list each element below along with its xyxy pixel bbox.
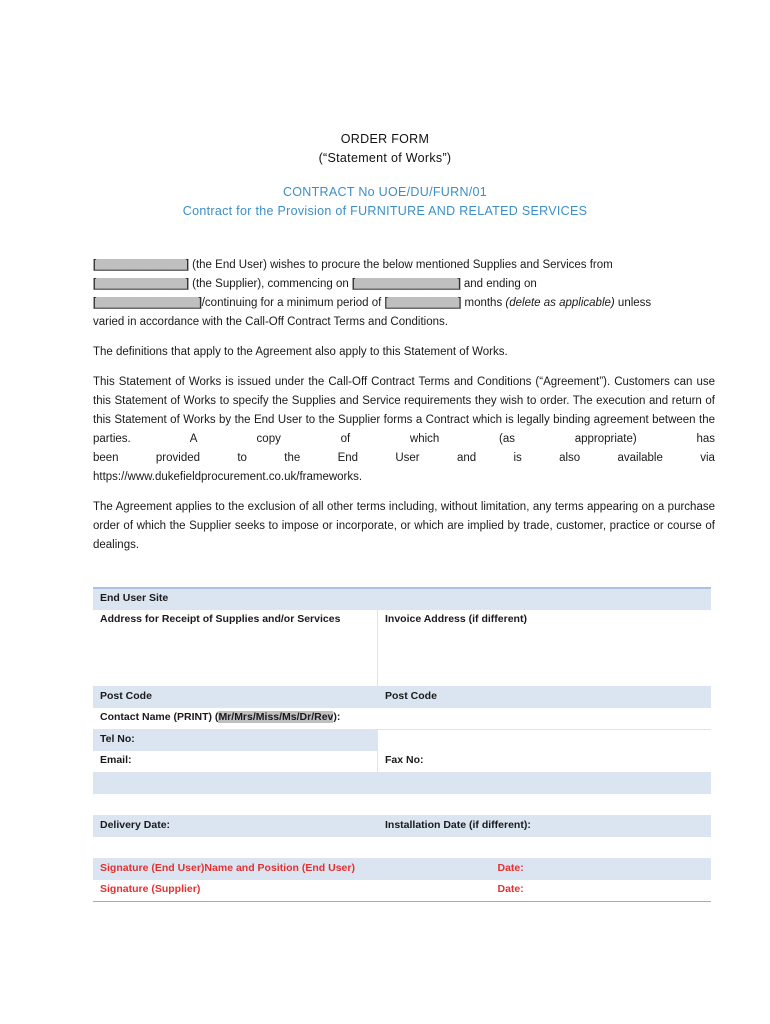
fax-field[interactable]: Fax No:: [378, 751, 712, 773]
agreement-paragraph: The Agreement applies to the exclusion of all other terms including, without limitation, any terms appearing on a purchase order of which the Supplier seeks to impose or incorporate, or which are implied by trade, customer, practice or course of dealings.: [93, 501, 715, 551]
signature-supplier-field[interactable]: Signature (Supplier): [93, 880, 378, 902]
end-date-blank[interactable]: [________________]: [93, 297, 202, 309]
spread-word: provided: [155, 452, 201, 464]
spread-word: and: [456, 452, 477, 464]
statement-spread-line: [93, 449, 715, 468]
supplier-blank[interactable]: [______________]: [93, 278, 189, 290]
spread-word: to: [237, 452, 247, 464]
statement-paragraph: This Statement of Works is issued under the Call-Off Contract Terms and Conditions (“Agreement”). Customers can use this Statement of Works to specify the Supplies and Service requirements they wish to order. The execution and return of this Statement of Works by the End User to the Supplier forms a Contract which is legally binding agreement between the parties. A copy of which (as appropriate) has been provided to the End User and is also available via https://www.dukefieldprocurement.co.uk/frameworks.: [93, 373, 715, 487]
page-title: ORDER FORM: [340, 132, 430, 146]
end-user-blank[interactable]: [______________]: [93, 259, 189, 271]
end-user-site-label: End User Site: [93, 588, 711, 610]
address-receipt-field[interactable]: Address for Receipt of Supplies and/or Services: [93, 610, 378, 687]
signature-supplier-date[interactable]: Date:: [378, 880, 712, 902]
signature-end-user-date[interactable]: Date:: [378, 859, 712, 881]
blank-row-2: [93, 794, 711, 816]
spread-word: available: [617, 452, 663, 464]
blank-row-1: [93, 773, 711, 795]
tel-field[interactable]: Tel No:: [93, 730, 378, 752]
spread-word: via: [700, 452, 715, 464]
page-subtitle: (“Statement of Works”): [318, 151, 452, 165]
post-code-right-field[interactable]: Post Code: [378, 687, 712, 709]
tel-right-blank: [378, 730, 712, 752]
signature-end-user-field[interactable]: Signature (End User)Name and Position (End User): [93, 859, 378, 881]
months-blank[interactable]: [___________]: [384, 297, 462, 309]
definitions-paragraph: The definitions that apply to the Agreement also apply to this Statement of Works.: [93, 346, 508, 358]
delivery-date-field[interactable]: Delivery Date:: [93, 816, 378, 838]
spread-word: End: [337, 452, 359, 464]
spread-word: been: [93, 452, 119, 464]
contact-name-field[interactable]: Contact Name (PRINT) (Mr/Mrs/Miss/Ms/Dr/Rev):: [93, 708, 711, 730]
spread-word: the: [284, 452, 301, 464]
post-code-left-field[interactable]: Post Code: [93, 687, 378, 709]
spread-word: is: [513, 452, 522, 464]
invoice-address-field[interactable]: Invoice Address (if different): [378, 610, 712, 687]
contact-titles: Mr/Mrs/Miss/Ms/Dr/Rev: [218, 711, 334, 723]
blank-row-3: [93, 837, 711, 859]
email-field[interactable]: Email:: [93, 751, 378, 773]
start-date-blank[interactable]: [________________]: [351, 278, 461, 290]
frameworks-url: https://www.dukefieldprocurement.co.uk/frameworks.: [93, 471, 363, 483]
spread-word: User: [395, 452, 420, 464]
installation-date-field[interactable]: Installation Date (if different):: [378, 816, 712, 838]
contract-description: Contract for the Provision of FURNITURE AND RELATED SERVICES: [182, 204, 588, 218]
order-form-table: [93, 587, 711, 902]
contract-number: CONTRACT No UOE/DU/FURN/01: [282, 185, 488, 199]
intro-paragraph: [______________] (the End User) wishes to procure the below mentioned Supplies and Services from [______________] (the Supplier), commencing on [________________] and ending on [________________]/continuing for a minimum period of [___________] months (delete as applicable) unless varied in accordance with the Call-Off Contract Terms and Conditions.: [93, 259, 652, 328]
spread-word: also: [559, 452, 581, 464]
